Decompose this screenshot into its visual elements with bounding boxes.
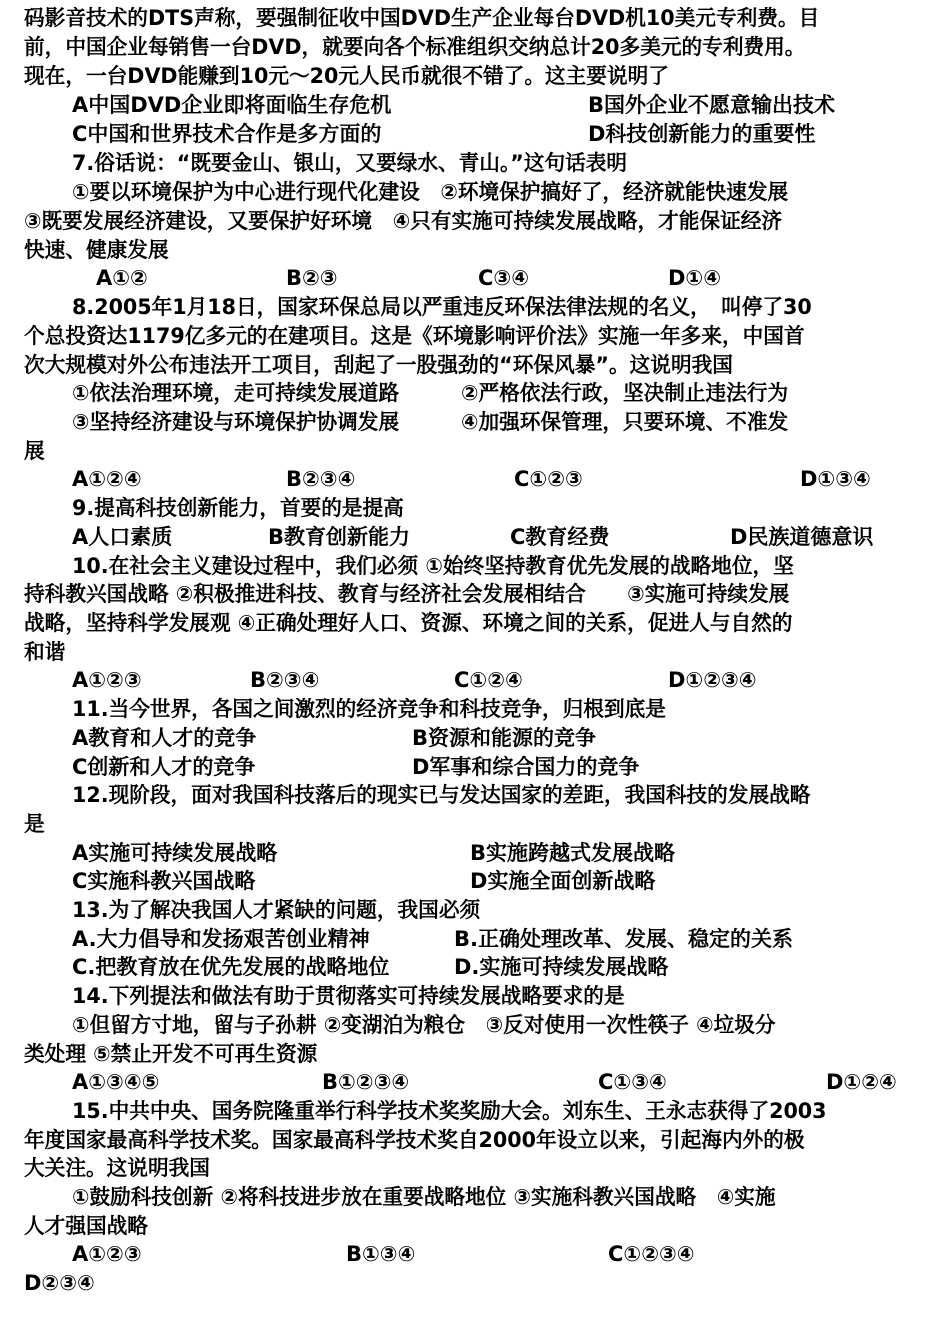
q11-stem: 11.当今世界，各国之间激烈的经济竞争和科技竞争，归根到底是: [72, 697, 666, 721]
q13-option-b: B.正确处理改革、发展、稳定的关系: [454, 927, 793, 951]
q7-statements-line-3: 快速、健康发展: [24, 238, 169, 262]
q15-stem-line-2: 年度国家最高科学技术奖。国家最高科学技术奖自2000年设立以来，引起海内外的极: [24, 1128, 805, 1152]
q15-statements-line-2: 人才强国战略: [24, 1214, 148, 1238]
q6-stem-line-3: 现在，一台DVD能赚到10元～20元人民币就很不错了。这主要说明了: [24, 64, 669, 88]
q13-option-d: D.实施可持续发展战略: [454, 955, 669, 979]
q11-option-a: A教育和人才的竞争: [72, 726, 257, 750]
q14-statements-line-2: 类处理 ⑤禁止开发不可再生资源: [24, 1042, 318, 1066]
q11-option-c: C创新和人才的竞争: [72, 755, 256, 779]
q12-option-c: C实施科教兴国战略: [72, 869, 256, 893]
q10-stem-line-1: 10.在社会主义建设过程中，我们必须 ①始终坚持教育优先发展的战略地位，坚: [72, 554, 794, 578]
q8-option-a: A①②④: [72, 467, 142, 491]
q12-stem-line-2: 是: [24, 812, 45, 836]
q8-stem-line-2: 个总投资达1179亿多元的在建项目。这是《环境影响评价法》实施一年多来，中国首: [24, 324, 805, 348]
q7-option-c: C③④: [478, 266, 529, 290]
q9-option-c: C教育经费: [510, 525, 610, 549]
q9-option-d: D民族道德意识: [730, 525, 874, 549]
q12-option-b: B实施跨越式发展战略: [470, 841, 676, 865]
q14-option-a: A①③④⑤: [72, 1070, 160, 1094]
q8-stem-line-3: 次大规模对外公布违法开工项目，刮起了一股强劲的“环保风暴”。这说明我国: [24, 353, 733, 377]
q13-option-a: A.大力倡导和发扬艰苦创业精神: [72, 927, 370, 951]
q12-option-a: A实施可持续发展战略: [72, 841, 278, 865]
q15-option-c: C①②③④: [608, 1242, 695, 1266]
q10-stem-line-4: 和谐: [24, 640, 66, 664]
q10-option-b: B②③④: [250, 668, 320, 692]
q12-stem-line-1: 12.现阶段，面对我国科技落后的现实已与发达国家的差距，我国科技的发展战略: [72, 783, 811, 807]
q7-statements-line-1: ①要以环境保护为中心进行现代化建设 ②环境保护搞好了，经济就能快速发展: [72, 180, 789, 204]
q14-statements-line-1: ①但留方寸地，留与子孙耕 ②变湖泊为粮仓 ③反对使用一次性筷子 ④垃圾分: [72, 1013, 776, 1037]
q7-option-d: D①④: [668, 266, 721, 290]
q8-statements-line-3: 展: [24, 439, 45, 463]
q9-stem: 9.提高科技创新能力，首要的是提高: [72, 496, 404, 520]
q7-option-a: A①②: [96, 266, 148, 290]
q9-option-a: A人口素质: [72, 525, 173, 549]
q15-stem-line-1: 15.中共中央、国务院隆重举行科学技术奖奖励大会。刘东生、王永志获得了2003: [72, 1099, 827, 1123]
q8-statements-line-1: ①依法治理环境，走可持续发展道路 ②严格依法行政，坚决制止违法行为: [72, 381, 789, 405]
q15-statements-line-1: ①鼓励科技创新 ②将科技进步放在重要战略地位 ③实施科教兴国战略 ④实施: [72, 1185, 776, 1209]
q8-stem-line-1: 8.2005年1月18日，国家环保总局以严重违反环保法律法规的名义， 叫停了30: [72, 295, 812, 319]
q14-option-d: D①②④: [826, 1070, 897, 1094]
q15-option-a: A①②③: [72, 1242, 142, 1266]
q9-option-b: B教育创新能力: [268, 525, 411, 549]
q6-option-c: C中国和世界技术合作是多方面的: [72, 122, 382, 146]
q11-option-b: B资源和能源的竞争: [412, 726, 597, 750]
q15-stem-line-3: 大关注。这说明我国: [24, 1156, 210, 1180]
q10-option-a: A①②③: [72, 668, 142, 692]
q12-option-d: D实施全面创新战略: [470, 869, 656, 893]
q6-option-d: D科技创新能力的重要性: [588, 122, 816, 146]
q8-statements-line-2: ③坚持经济建设与环境保护协调发展 ④加强环保管理，只要环境、不准发: [72, 410, 789, 434]
q7-statements-line-2: ③既要发展经济建设，又要保护好环境 ④只有实施可持续发展战略，才能保证经济: [24, 209, 783, 233]
q14-option-c: C①③④: [598, 1070, 667, 1094]
q15-option-b: B①③④: [346, 1242, 416, 1266]
q7-stem: 7.俗话说：“既要金山、银山，又要绿水、青山。”这句话表明: [72, 151, 628, 175]
q8-option-d: D①③④: [800, 467, 871, 491]
q14-option-b: B①②③④: [322, 1070, 410, 1094]
q6-stem-line-2: 前，中国企业每销售一台DVD，就要向各个标准组织交纳总计20多美元的专利费用。: [24, 35, 806, 59]
q6-stem-line-1: 码影音技术的DTS声称，要强制征收中国DVD生产企业每台DVD机10美元专利费。目: [24, 6, 820, 30]
q8-option-b: B②③④: [286, 467, 356, 491]
q11-option-d: D军事和综合国力的竞争: [412, 755, 640, 779]
q10-option-d: D①②③④: [668, 668, 757, 692]
q13-stem: 13.为了解决我国人才紧缺的问题，我国必须: [72, 898, 481, 922]
q14-stem: 14.下列提法和做法有助于贯彻落实可持续发展战略要求的是: [72, 984, 625, 1008]
q6-option-b: B国外企业不愿意输出技术: [588, 93, 836, 117]
q13-option-c: C.把教育放在优先发展的战略地位: [72, 955, 390, 979]
q6-option-a: A中国DVD企业即将面临生存危机: [72, 93, 392, 117]
q10-stem-line-2: 持科教兴国战略 ②积极推进科技、教育与经济社会发展相结合 ③实施可持续发展: [24, 582, 790, 606]
q15-option-d: D②③④: [24, 1271, 95, 1295]
q10-stem-line-3: 战略，坚持科学发展观 ④正确处理好人口、资源、环境之间的关系，促进人与自然的: [24, 611, 793, 635]
q8-option-c: C①②③: [514, 467, 583, 491]
q7-option-b: B②③: [286, 266, 338, 290]
q10-option-c: C①②④: [454, 668, 523, 692]
